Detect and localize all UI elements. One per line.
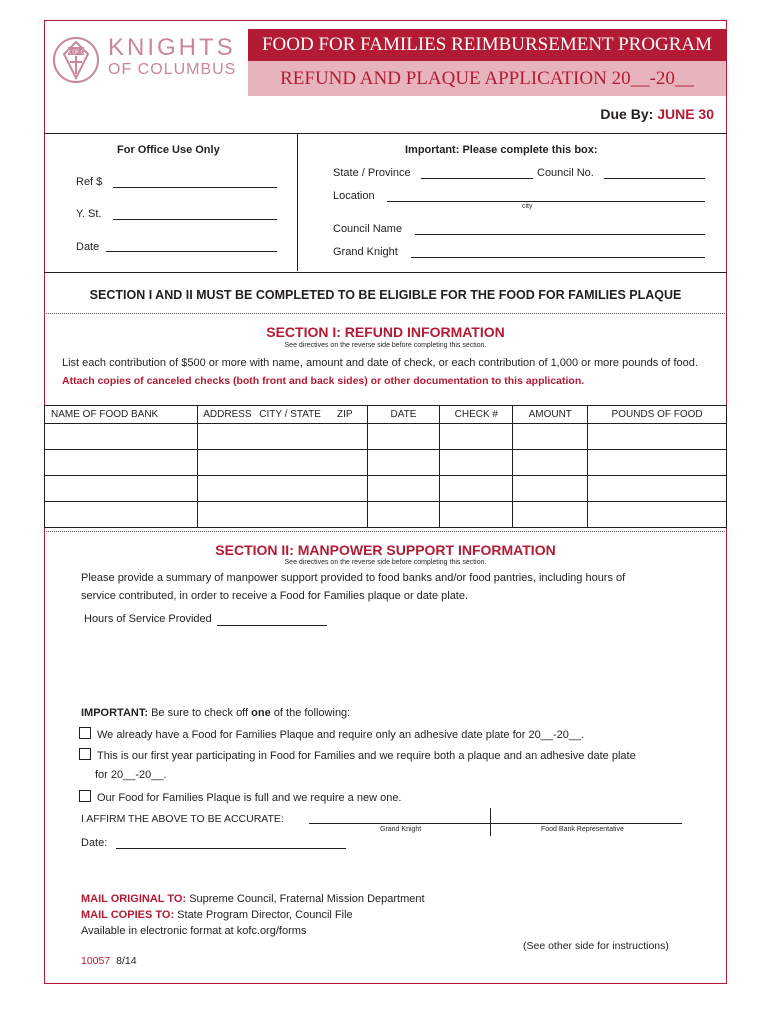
grand-knight-field[interactable]: [411, 257, 705, 258]
mail-original: MAIL ORIGINAL TO: Supreme Council, Fraternal Mission Department: [81, 893, 425, 905]
yst-field[interactable]: [113, 219, 277, 220]
option-3: Our Food for Families Plaque is full and we require a new one.: [79, 790, 402, 804]
logo-knights: KNIGHTS: [108, 34, 236, 61]
logo-of-columbus: OF COLUMBUS: [108, 61, 237, 78]
section1-title: SECTION I: REFUND INFORMATION: [266, 324, 505, 340]
hours-label: Hours of Service Provided: [84, 613, 212, 625]
mail-copies: MAIL COPIES TO: State Program Director, Council File: [81, 909, 353, 921]
section2-title: SECTION II: MANPOWER SUPPORT INFORMATION: [215, 542, 556, 558]
affirm-date-label: Date:: [81, 837, 108, 849]
rep-signature[interactable]: [490, 823, 682, 824]
yst-label: Y. St.: [76, 208, 102, 220]
council-no-field[interactable]: [604, 178, 705, 179]
signature-divider: [490, 808, 491, 836]
location-label: Location: [333, 190, 375, 202]
hours-field[interactable]: [217, 625, 327, 626]
col-header-city-state: CITY / STATE: [257, 406, 323, 424]
rep-caption: Food Bank Representative: [541, 826, 624, 833]
form-number: 10057 8/14: [81, 955, 137, 967]
divider-2: [44, 531, 727, 532]
section2-directive: See directives on the reverse side before completing this section.: [284, 559, 487, 566]
office-date-field[interactable]: [106, 251, 277, 252]
col-header-pounds: POUNDS OF FOOD: [588, 406, 727, 424]
section1-directive: See directives on the reverse side before completing this section.: [284, 342, 487, 349]
kofc-logo: [50, 28, 245, 92]
option-2: This is our first year participating in Food for Families and we require both a plaque and an adhesive date plate: [79, 748, 636, 762]
table-row: [45, 424, 727, 450]
state-field[interactable]: [421, 178, 533, 179]
important-instruction: IMPORTANT: Be sure to check off one of the following:: [81, 707, 351, 719]
eligibility-notice: SECTION I AND II MUST BE COMPLETED TO BE ELIGIBLE FOR THE FOOD FOR FAMILIES PLAQUE: [89, 288, 682, 302]
grand-knight-caption: Grand Knight: [380, 826, 422, 833]
option-2-continued: for 20__-20__.: [95, 769, 167, 781]
option-1-checkbox[interactable]: [79, 727, 91, 739]
location-field[interactable]: [387, 201, 705, 202]
section2-intro-1: Please provide a summary of manpower support provided to food banks and/or food pantries, including hours of: [81, 572, 626, 584]
divider-1: [44, 313, 727, 314]
top-box-divider: [297, 134, 298, 271]
city-caption: city: [522, 203, 533, 210]
svg-text:K OF C: K OF C: [67, 49, 85, 56]
council-no-label: Council No.: [537, 167, 594, 179]
col-header-zip: ZIP: [323, 406, 367, 424]
electronic-availability: Available in electronic format at kofc.org/forms: [81, 925, 307, 937]
council-name-label: Council Name: [333, 223, 403, 235]
state-label: State / Province: [333, 167, 411, 179]
col-header-date: DATE: [367, 406, 440, 424]
grand-knight-signature[interactable]: [309, 823, 490, 824]
ref-field[interactable]: [113, 187, 277, 188]
table-row: [45, 476, 727, 502]
section1-instruction: List each contribution of $500 or more with name, amount and date of check, or each contribution of 1,000 or more pounds of food.: [62, 357, 698, 369]
col-header-check: CHECK #: [440, 406, 513, 424]
col-header-amount: AMOUNT: [513, 406, 588, 424]
important-box-title: Important: Please complete this box:: [405, 144, 598, 156]
option-1: We already have a Food for Families Plaque and require only an adhesive date plate for 20__-20__.: [79, 727, 584, 741]
option-3-checkbox[interactable]: [79, 790, 91, 802]
program-title: FOOD FOR FAMILIES REIMBURSEMENT PROGRAM: [248, 29, 726, 61]
table-row: [45, 502, 727, 528]
see-other-side: (See other side for instructions): [523, 940, 669, 952]
application-subtitle: REFUND AND PLAQUE APPLICATION 20__-20__: [248, 61, 726, 96]
office-use-title: For Office Use Only: [117, 144, 220, 156]
affirm-date-field[interactable]: [116, 848, 346, 849]
ref-label: Ref $: [76, 176, 103, 188]
section2-intro-2: service contributed, in order to receive a Food for Families plaque or date plate.: [81, 590, 469, 602]
grand-knight-label: Grand Knight: [333, 246, 398, 258]
office-date-label: Date: [76, 241, 100, 253]
table-row: [45, 450, 727, 476]
council-name-field[interactable]: [415, 234, 705, 235]
table-header-row: [45, 406, 727, 424]
col-header-address: ADDRESS: [197, 406, 257, 424]
kofc-emblem-icon: [52, 30, 100, 90]
contribution-table: [44, 405, 727, 528]
due-date: Due By: JUNE 30: [600, 106, 714, 122]
option-2-checkbox[interactable]: [79, 748, 91, 760]
col-header-name: NAME OF FOOD BANK: [45, 406, 198, 424]
affirm-label: I AFFIRM THE ABOVE TO BE ACCURATE:: [81, 813, 284, 825]
section1-attach-note: Attach copies of canceled checks (both front and back sides) or other documentation to this application.: [62, 375, 585, 387]
